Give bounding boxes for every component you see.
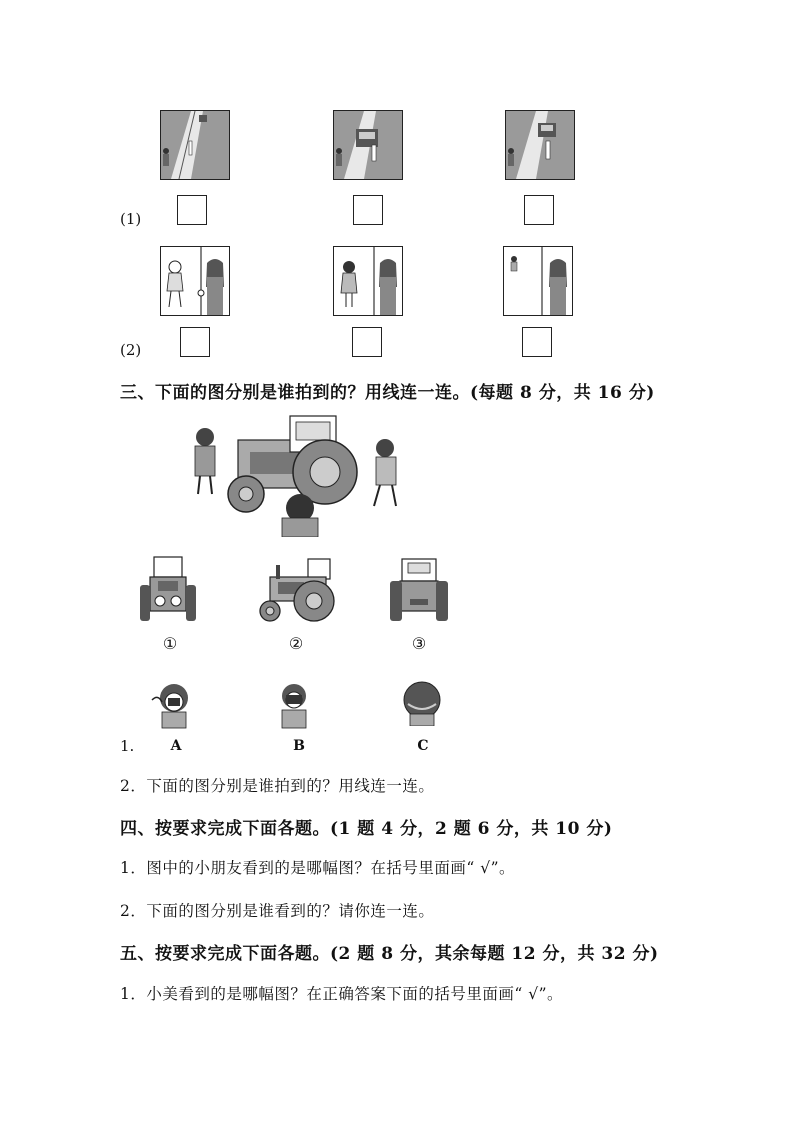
answer-box-2-1[interactable] <box>180 327 210 357</box>
section-3-item-1-number: 1. <box>120 737 135 755</box>
back-photographer-image <box>400 680 444 726</box>
tractor-scene-illustration <box>180 412 410 537</box>
section-5-item-1: 1．小美看到的是哪幅图？在正确答案下面的括号里面画“ √”。 <box>120 985 564 1003</box>
answer-box-2-3[interactable] <box>522 327 552 357</box>
answer-box-2-2[interactable] <box>352 327 382 357</box>
section-4-heading: 四、按要求完成下面各题。(1 题 4 分，2 题 6 分，共 10 分) <box>120 819 613 839</box>
answer-box-1-2[interactable] <box>353 195 383 225</box>
view-mark-2: ② <box>288 634 304 653</box>
tractor-side-view-image <box>258 555 336 625</box>
section-3-item-2: 2．下面的图分别是谁拍到的？用线连一连。 <box>120 777 435 795</box>
person-label-b: B <box>293 738 305 754</box>
person-label-c: C <box>417 738 429 754</box>
boy-photographer-image <box>274 680 314 730</box>
door-scene-image-2 <box>333 246 403 316</box>
answer-box-1-1[interactable] <box>177 195 207 225</box>
section-4-item-1: 1．图中的小朋友看到的是哪幅图？在括号里面画“ √”。 <box>120 859 516 877</box>
girl-photographer-image <box>148 680 196 730</box>
road-scene-image-3 <box>505 110 575 180</box>
question-label-2: (2) <box>120 341 142 359</box>
view-mark-3: ③ <box>411 634 427 653</box>
question-label-1: (1) <box>120 210 142 228</box>
section-3-heading: 三、下面的图分别是谁拍到的？用线连一连。(每题 8 分，共 16 分) <box>120 383 655 403</box>
road-scene-image-2 <box>333 110 403 180</box>
door-scene-image-3 <box>503 246 573 316</box>
section-5-heading: 五、按要求完成下面各题。(2 题 8 分，其余每题 12 分，共 32 分) <box>120 944 659 964</box>
person-label-a: A <box>170 738 182 754</box>
view-mark-1: ① <box>162 634 178 653</box>
answer-box-1-3[interactable] <box>524 195 554 225</box>
section-4-item-2: 2．下面的图分别是谁看到的？请你连一连。 <box>120 902 435 920</box>
door-scene-image-1 <box>160 246 230 316</box>
road-scene-image-1 <box>160 110 230 180</box>
tractor-back-view-image <box>390 555 448 625</box>
tractor-front-view-image <box>140 555 196 625</box>
